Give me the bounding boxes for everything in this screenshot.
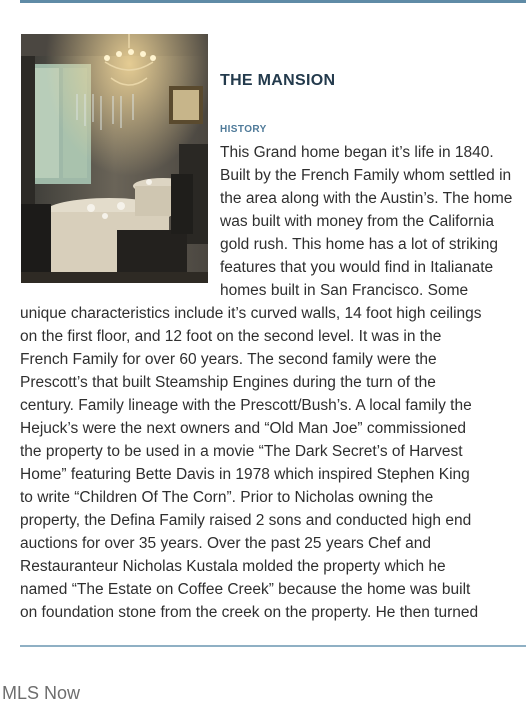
paragraph-line: Home” featuring Bette Davis in 1978 which inspired Stephen King bbox=[20, 466, 470, 483]
paragraph-line: features that you would find in Italianate bbox=[220, 259, 494, 276]
top-divider bbox=[20, 0, 526, 3]
paragraph-line: was built with money from the California bbox=[220, 213, 494, 230]
paragraph-line: on foundation stone from the creek on the property. He then turned bbox=[20, 604, 479, 621]
paragraph-line: named “The Estate on Coffee Creek” because the home was built bbox=[20, 581, 471, 598]
paragraph-line: Hejuck’s were the next owners and “Old Man Joe” commissioned bbox=[20, 420, 466, 437]
paragraph-line: gold rush. This home has a lot of striking bbox=[220, 236, 498, 253]
paragraph-line: Restauranteur Nicholas Kustala molded the property which he bbox=[20, 558, 446, 575]
paragraph-line: the property to be used in a movie “The Dark Secret’s of Harvest bbox=[20, 443, 463, 460]
paragraph-line: homes built in San Francisco. Some bbox=[220, 282, 469, 299]
paragraph-line: the area along with the Austin’s. The home bbox=[220, 190, 513, 207]
paragraph-line: on the first floor, and 12 foot on the second level. It was in the bbox=[20, 328, 442, 345]
mls-watermark: MLS Now bbox=[2, 683, 81, 703]
section-subtitle: HISTORY bbox=[220, 124, 267, 135]
paragraph-line: auctions for over 35 years. Over the past 25 years Chef and bbox=[20, 535, 431, 552]
paragraph-line: to write “Children Of The Corn”. Prior to Nicholas owning the bbox=[20, 489, 434, 506]
paragraph-line: French Family for over 60 years. The second family were the bbox=[20, 351, 437, 368]
paragraph-line: This Grand home began it’s life in 1840. bbox=[220, 144, 494, 161]
paragraph-line: property, the Defina Family raised 2 sons and conducted high end bbox=[20, 512, 472, 529]
section-title: THE MANSION bbox=[220, 72, 336, 89]
paragraph-line: Prescott’s that built Steamship Engines during the turn of the bbox=[20, 374, 436, 391]
paragraph-line: unique characteristics include it’s curved walls, 14 foot high ceilings bbox=[20, 305, 482, 322]
bottom-divider bbox=[20, 645, 526, 647]
paragraph-line: century. Family lineage with the Prescott/Bush’s. A local family the bbox=[20, 397, 472, 414]
paragraph-line: Built by the French Family whom settled in bbox=[220, 167, 512, 184]
dining-room-photo bbox=[21, 34, 208, 283]
